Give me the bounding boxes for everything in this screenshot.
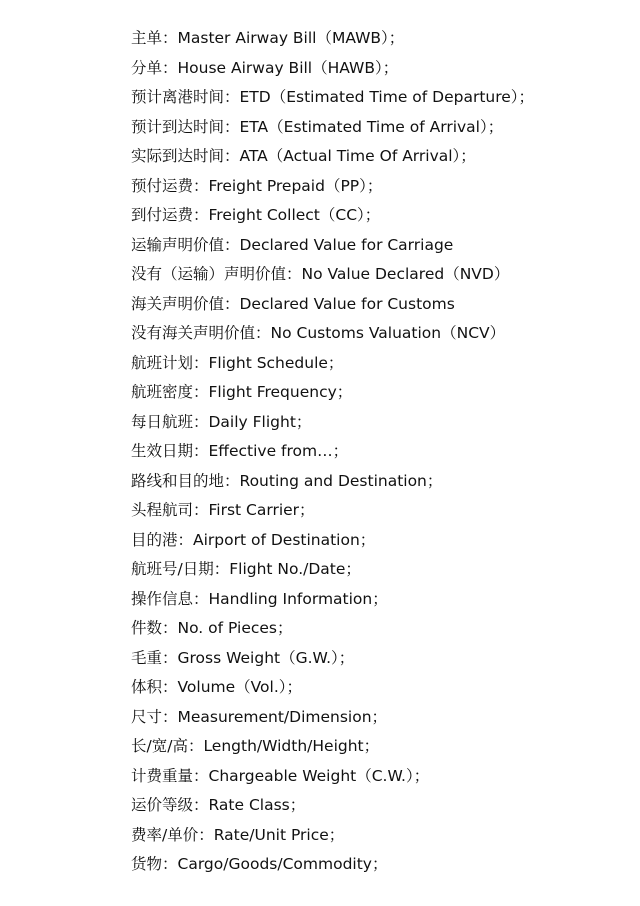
glossary-entry-gross-weight: 毛重：Gross Weight（G.W.）； — [131, 648, 355, 667]
glossary-entry-rate-unit-price: 费率/单价：Rate/Unit Price； — [131, 825, 345, 844]
glossary-entry-flight-schedule: 航班计划：Flight Schedule； — [131, 353, 344, 372]
glossary-entry-airport-destination: 目的港：Airport of Destination； — [131, 530, 376, 549]
glossary-entry-declared-value-customs: 海关声明价值：Declared Value for Customs — [131, 294, 455, 313]
glossary-entry-etd: 预计离港时间：ETD（Estimated Time of Departure）； — [131, 88, 535, 106]
glossary-entry-first-carrier: 头程航司：First Carrier； — [131, 501, 315, 519]
glossary-entry-declared-value-carriage: 运输声明价值：Declared Value for Carriage — [131, 235, 454, 254]
glossary-entry-freight-collect: 到付运费：Freight Collect（CC）； — [131, 206, 381, 224]
glossary-entry-chargeable-weight: 计费重量：Chargeable Weight（C.W.）； — [131, 766, 430, 785]
glossary-entry-no-customs-valuation: 没有海关声明价值：No Customs Valuation（NCV） — [131, 324, 506, 342]
glossary-entry-length-width-height: 长/宽/高：Length/Width/Height； — [131, 737, 380, 755]
glossary-entry-cargo-goods-commodity: 货物：Cargo/Goods/Commodity； — [131, 855, 388, 873]
glossary-entry-flight-frequency: 航班密度：Flight Frequency； — [131, 383, 353, 401]
glossary-entry-daily-flight: 每日航班：Daily Flight； — [131, 412, 312, 431]
glossary-entry-rate-class: 运价等级：Rate Class； — [131, 796, 306, 814]
glossary-entry-effective-from: 生效日期：Effective from…； — [131, 442, 349, 460]
glossary-entry-handling-information: 操作信息：Handling Information； — [131, 589, 388, 608]
glossary-entry-flight-no-date: 航班号/日期：Flight No./Date； — [131, 560, 361, 578]
glossary-entry-no-value-declared: 没有（运输）声明价值：No Value Declared（NVD） — [131, 265, 510, 283]
glossary-entry-volume: 体积：Volume（Vol.）； — [131, 678, 303, 696]
glossary-entry-freight-prepaid: 预付运费：Freight Prepaid（PP）； — [131, 176, 383, 195]
glossary-entry-measurement-dimension: 尺寸：Measurement/Dimension； — [131, 707, 388, 726]
glossary-entry-ata: 实际到达时间：ATA（Actual Time Of Arrival）； — [131, 147, 476, 165]
glossary-entry-no-of-pieces: 件数：No. of Pieces； — [131, 619, 293, 637]
glossary-entry-routing-destination: 路线和目的地：Routing and Destination； — [131, 471, 443, 490]
glossary-list — [131, 24, 534, 880]
glossary-entry-mawb: 主单：Master Airway Bill（MAWB）； — [131, 29, 405, 47]
glossary-entry-hawb: 分单：House Airway Bill（HAWB）； — [131, 58, 399, 77]
glossary-entry-eta: 预计到达时间：ETA（Estimated Time of Arrival）； — [131, 117, 504, 136]
